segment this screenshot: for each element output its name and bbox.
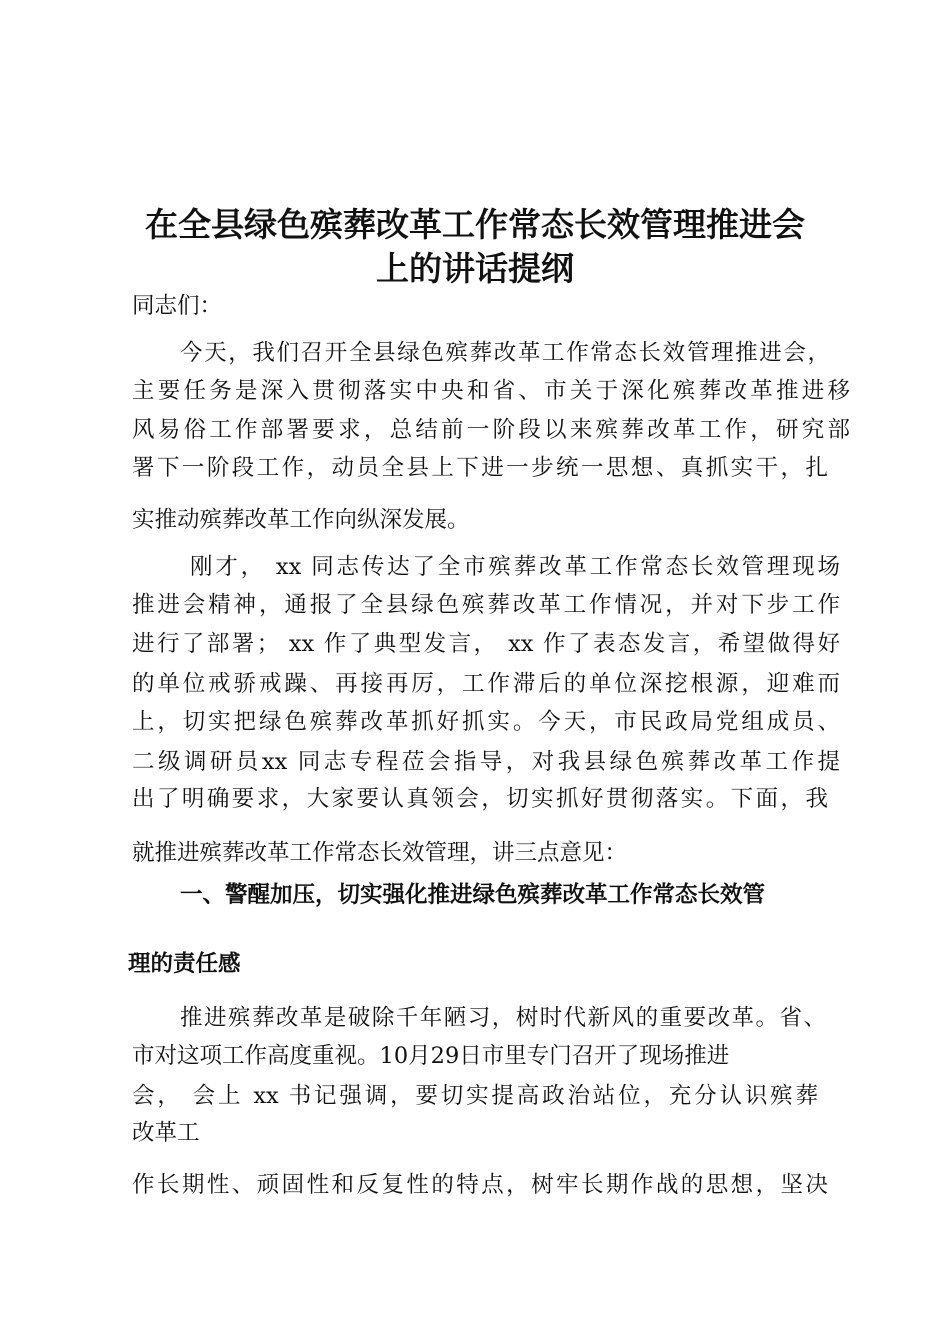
paragraph-2-line-8: 就推进殡葬改革工作常态长效管理，讲三点意见：	[132, 840, 628, 866]
paragraph-2-line-5: 上，切实把绿色殡葬改革抓好抓实。今天，市民政局党组成员、	[132, 709, 840, 735]
paragraph-3-line-1: 推进殡葬改革是破除千年陋习，树时代新风的重要改革。省、	[180, 1005, 826, 1031]
document-title-line-2: 上的讲话提纲	[376, 249, 574, 288]
paragraph-1-line-1: 今天，我们召开全县绿色殡葬改革工作常态长效管理推进会，	[180, 340, 830, 366]
paragraph-2-line-6: 二级调研员xx 同志专程莅会指导，对我县绿色殡葬改革工作提	[132, 749, 840, 775]
paragraph-2-line-4: 的单位戒骄戒躁、再接再厉，工作滞后的单位深挖根源，迎难而	[132, 671, 840, 697]
paragraph-3-line-3: 会， 会上 xx 书记强调，要切实提高政治站位，充分认识殡葬	[132, 1083, 818, 1109]
document-title-line-1: 在全县绿色殡葬改革工作常态长效管理推进会	[145, 205, 805, 244]
paragraph-3-line-5: 作长期性、顽固性和反复性的特点，树牢长期作战的思想，坚决	[132, 1172, 828, 1198]
section-heading-1-line-1: 一、警醒加压，切实强化推进绿色殡葬改革工作常态长效管	[180, 882, 766, 908]
paragraph-2-line-7: 出了明确要求，大家要认真领会，切实抓好贯彻落实。下面，我	[132, 786, 828, 812]
paragraph-1-line-2: 主要任务是深入贯彻落实中央和省、市关于深化殡葬改革推进移	[132, 378, 850, 404]
paragraph-1-line-4: 署下一阶段工作，动员全县上下进一步统一思想、真抓实干，扎	[132, 455, 828, 481]
paragraph-2-line-3: 进行了部署； xx 作了典型发言， xx 作了表态发言，希望做得好	[132, 631, 840, 657]
paragraph-3-line-4: 改革工	[132, 1120, 200, 1146]
salutation: 同志们：	[132, 293, 223, 319]
paragraph-3-line-2: 市对这项工作高度重视。10月29日市里专门召开了现场推进	[132, 1043, 730, 1069]
section-heading-1-line-2: 理的责任感	[128, 951, 241, 977]
paragraph-2-line-2: 推进会精神，通报了全县绿色殡葬改革工作情况，并对下步工作	[132, 592, 840, 618]
paragraph-2-line-1: 刚才， xx 同志传达了全市殡葬改革工作常态长效管理现场	[190, 554, 840, 580]
paragraph-1-line-5: 实推动殡葬改革工作向纵深发展。	[132, 507, 470, 533]
paragraph-1-line-3: 风易俗工作部署要求，总结前一阶段以来殡葬改革工作，研究部	[132, 417, 850, 443]
